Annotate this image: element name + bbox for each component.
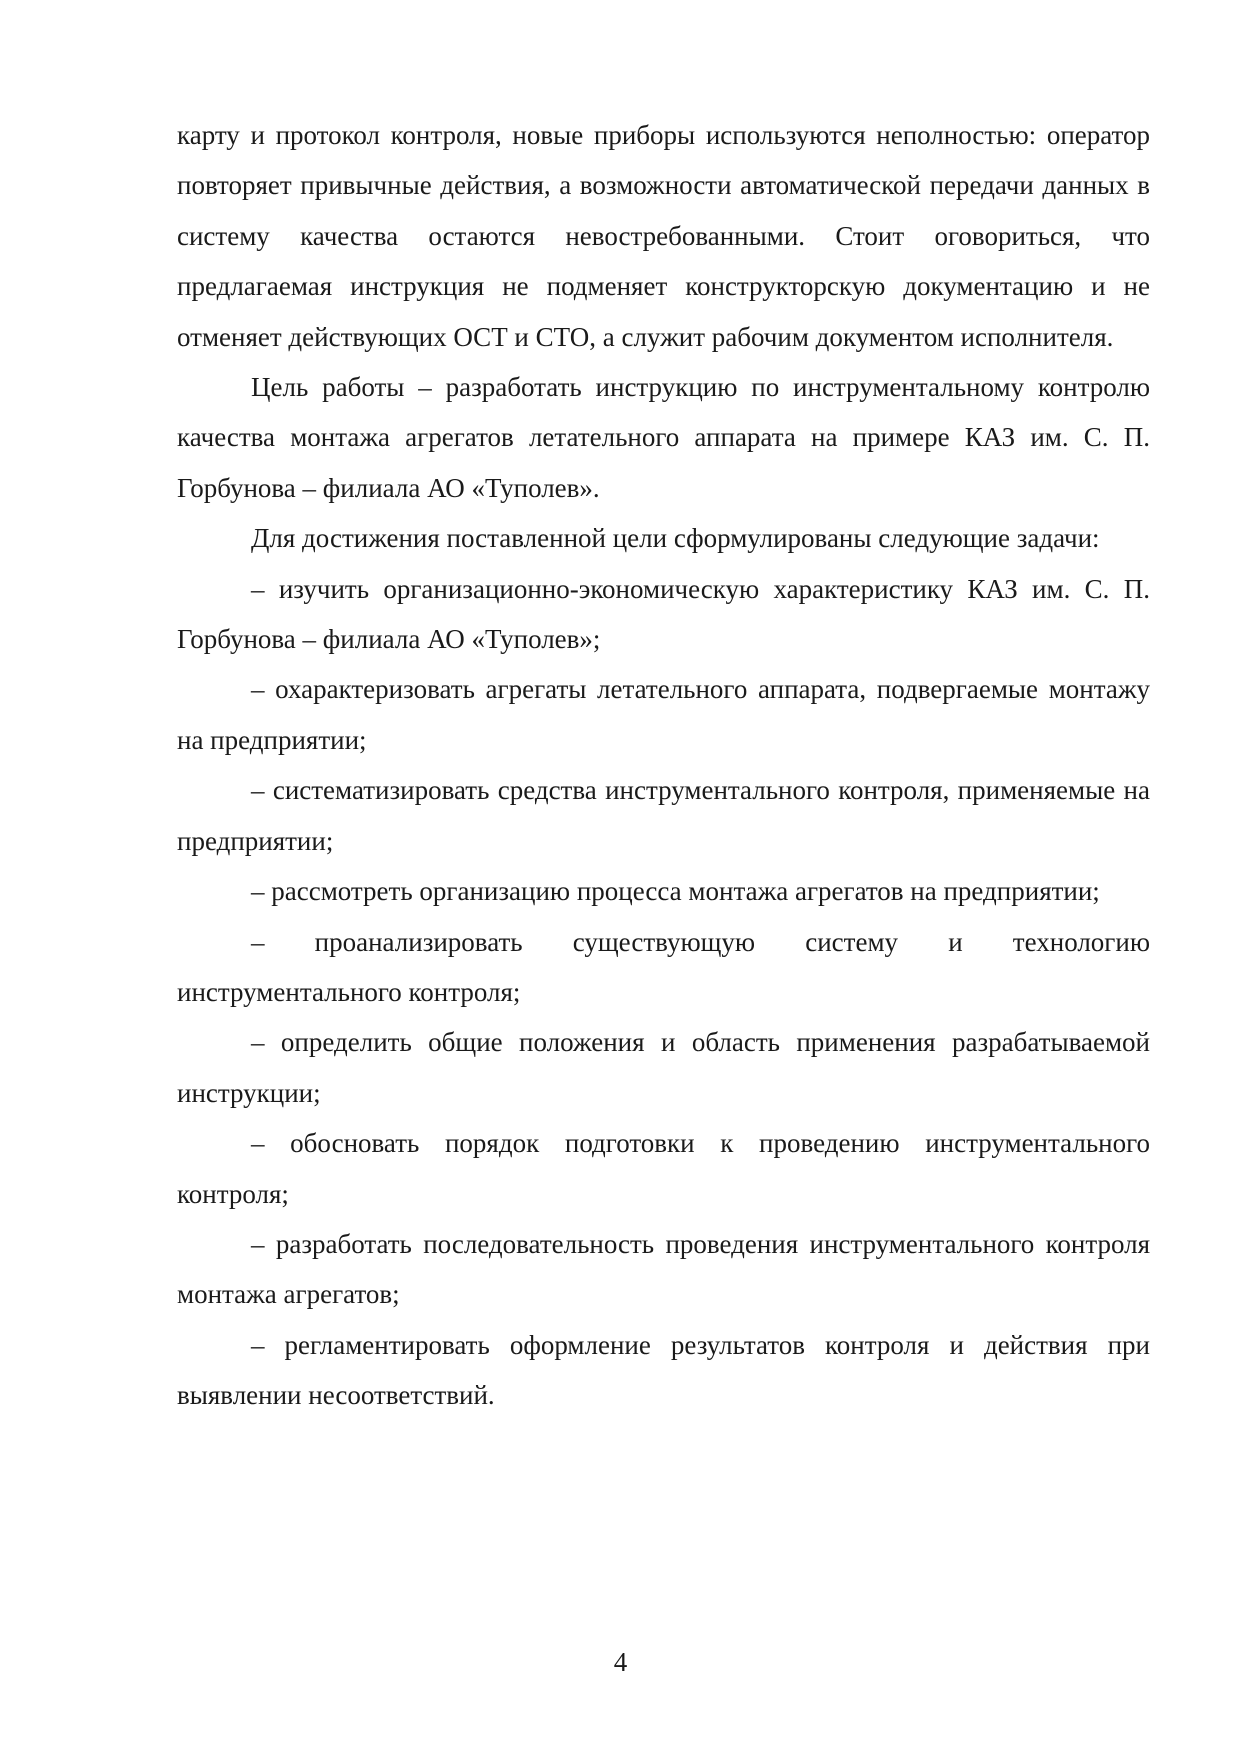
task-item: – определить общие положения и область применения разрабатываемой инструкции;: [177, 1027, 1150, 1108]
task-item: – проанализировать существующую систему и технологию инструментального контроля;: [177, 926, 1150, 1007]
task-item: – охарактеризовать агрегаты летательного аппарата, подвергаемые монтажу на предприятии;: [177, 674, 1150, 755]
task-item: – изучить организационно-экономическую характеристику КАЗ им. С. П. Горбунова – филиала АО «Туполев»;: [177, 573, 1150, 655]
paragraph-tasks-intro: Для достижения поставленной цели сформулированы следующие задачи:: [251, 523, 1100, 554]
body-text: [177, 110, 1150, 1421]
task-item: – обосновать порядок подготовки к проведению инструментального контроля;: [177, 1128, 1150, 1209]
paragraph-intro-continuation: карту и протокол контроля, новые приборы используются неполностью: оператор повторяет привычные действия, а возможности автоматической передачи данных в систему качества остаются невостребованными. Стоит оговориться, что предлагаемая инструкция не подменяет конструкторскую документацию и не отменяет действующих ОСТ и СТО, а служит рабочим документом исполнителя.: [177, 120, 1150, 352]
task-item: – регламентировать оформление результатов контроля и действия при выявлении несоответствий.: [177, 1329, 1150, 1411]
task-item: – разработать последовательность проведения инструментального контроля монтажа агрегатов;: [177, 1228, 1150, 1310]
paragraph-goal: Цель работы – разработать инструкцию по инструментальному контролю качества монтажа агрегатов летательного аппарата на примере КАЗ им. С. П. Горбунова – филиала АО «Туполев».: [177, 372, 1150, 503]
page-number: 4: [613, 1647, 628, 1677]
task-item: – систематизировать средства инструментального контроля, применяемые на предприятии;: [177, 775, 1150, 856]
task-item: – рассмотреть организацию процесса монтажа агрегатов на предприятии;: [251, 876, 1100, 907]
